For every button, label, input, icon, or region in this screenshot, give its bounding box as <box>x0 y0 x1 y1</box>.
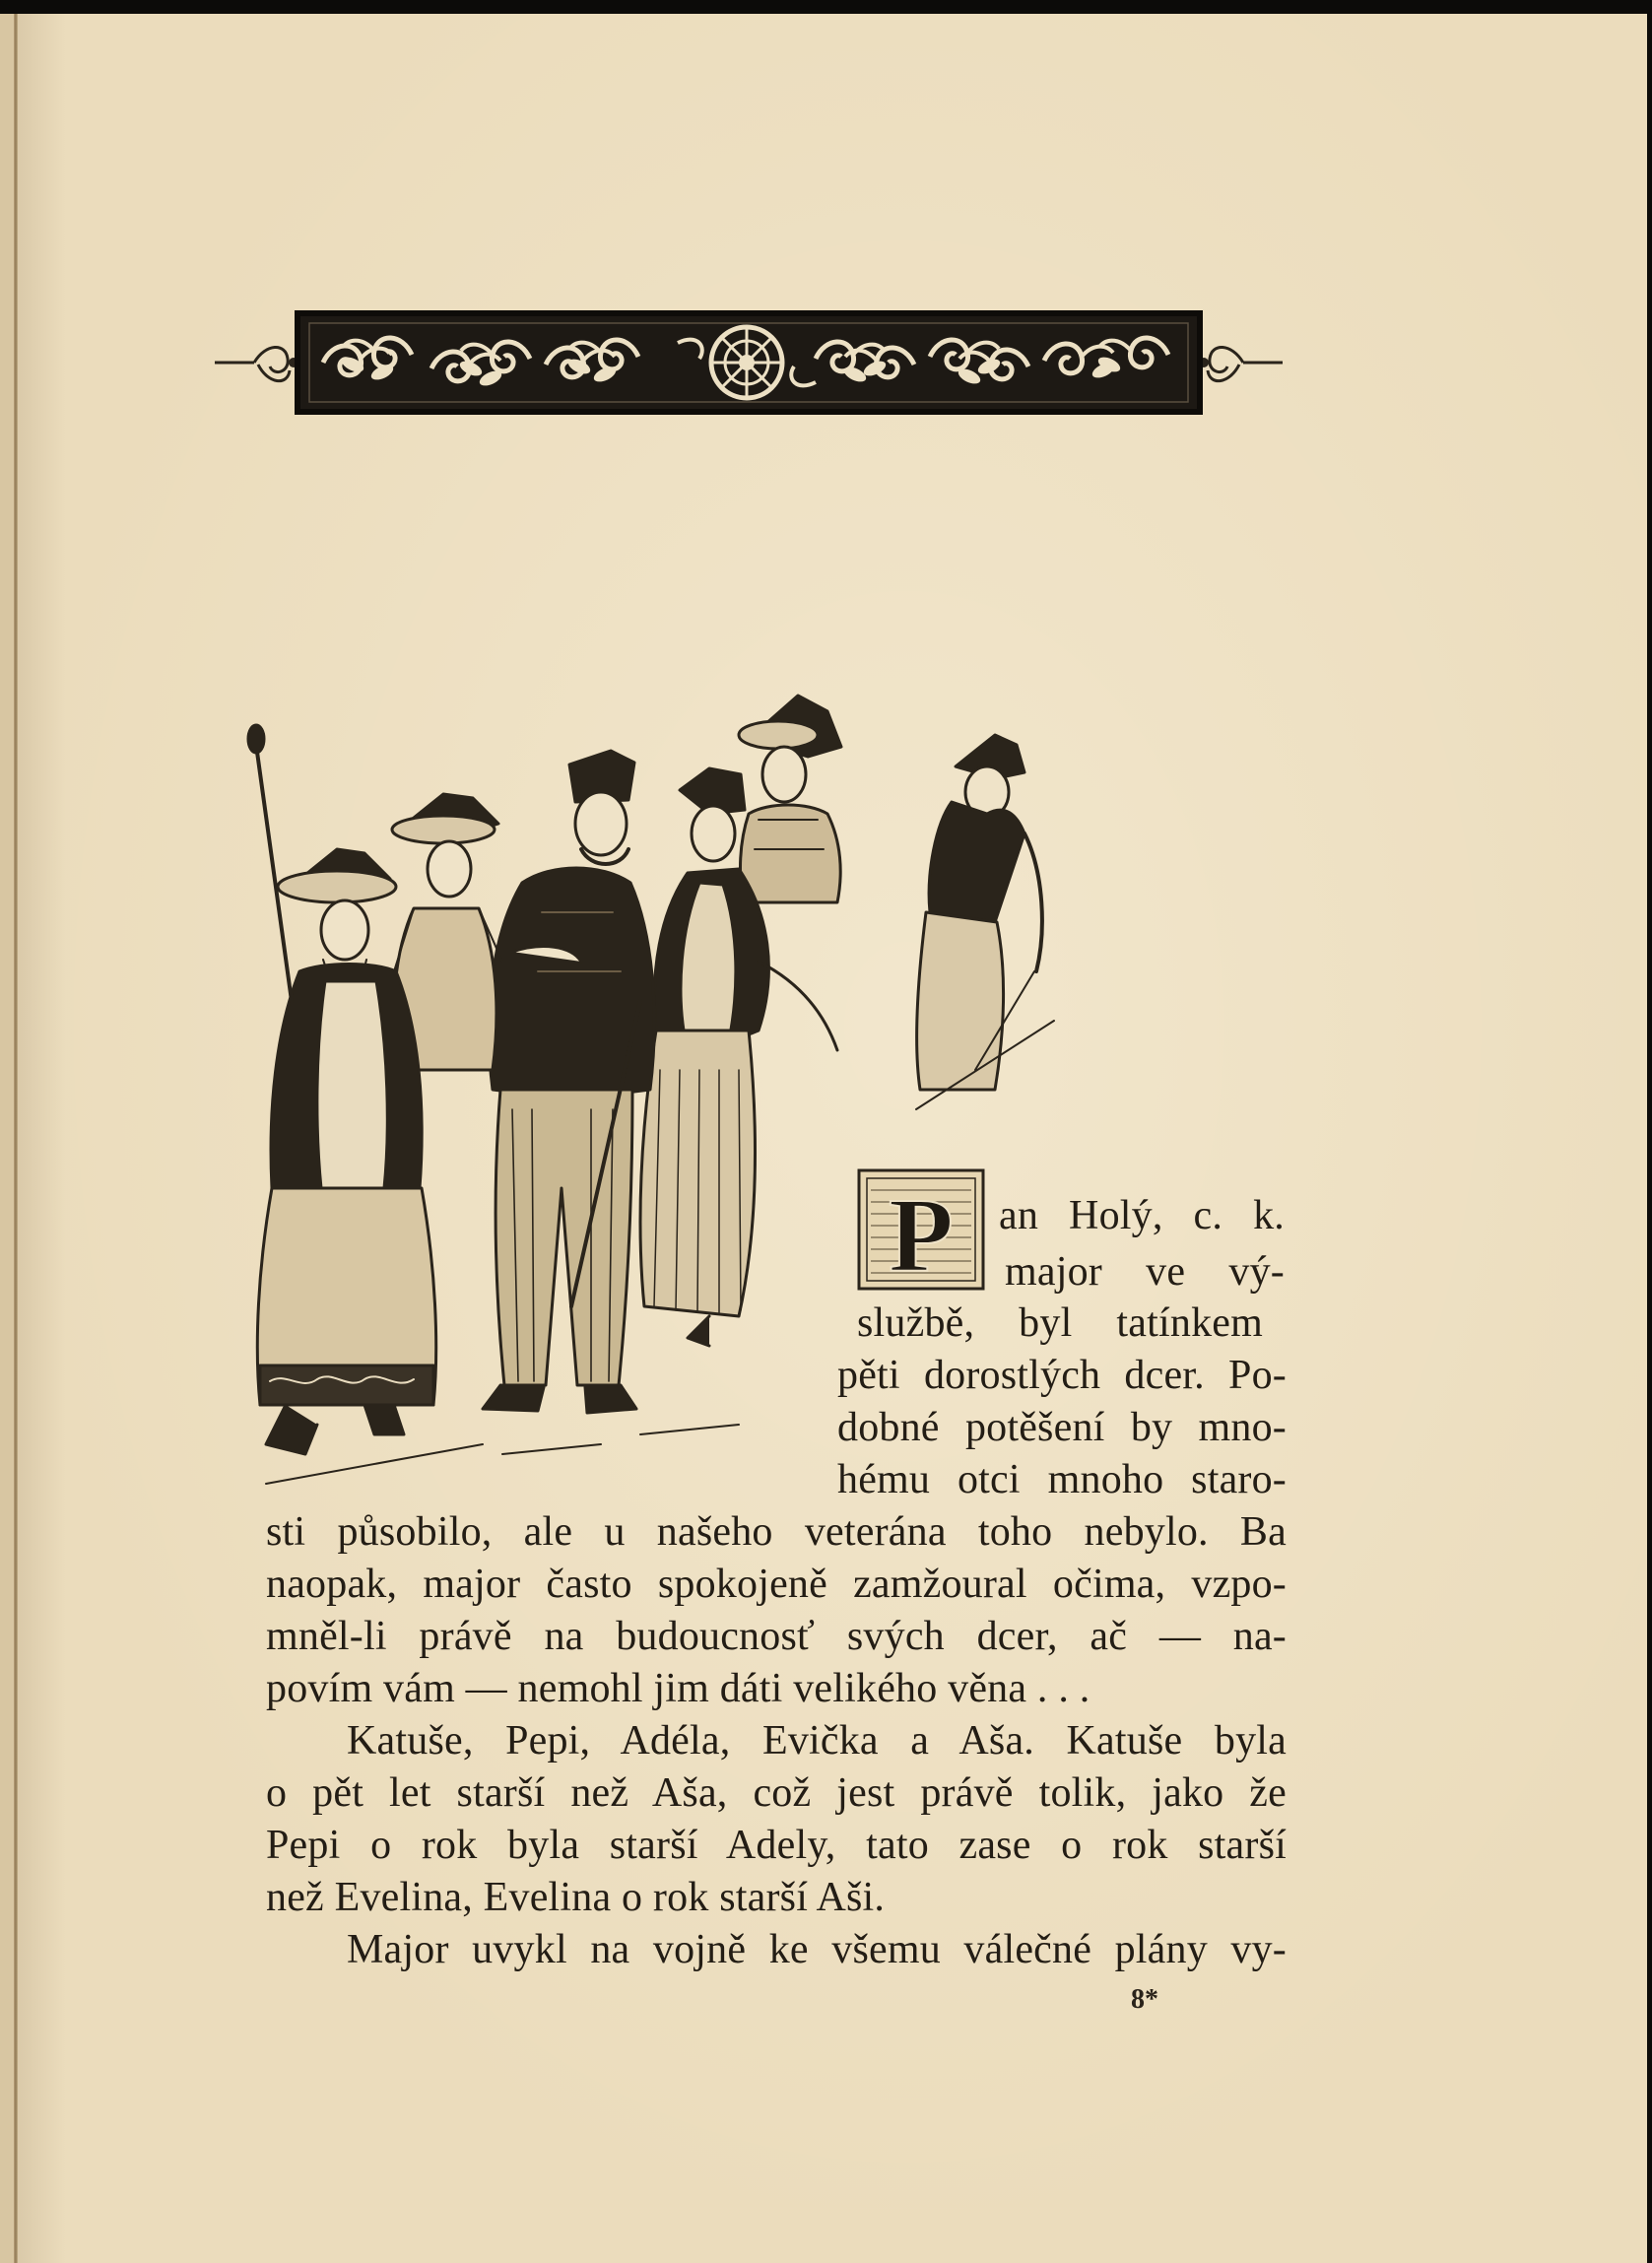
figure-daughter-back <box>739 696 841 902</box>
ornamental-header-band <box>215 303 1283 441</box>
page-edge <box>0 14 14 2263</box>
decorated-initial-letter <box>857 1168 985 1291</box>
text-line: službě, byl tatínkem <box>857 1300 1263 1346</box>
text-line: než Evelina, Evelina o rok starší Aši. <box>266 1875 886 1920</box>
text-line: povím vám — nemohl jim dáti velikého věna . . . <box>266 1666 1090 1711</box>
text-line: Katuše, Pepi, Adéla, Evička a Aša. Katuše byla <box>347 1718 1287 1764</box>
text-line: sti působilo, ale u našeho veterána toho nebylo. Ba <box>266 1509 1287 1555</box>
figure-major <box>483 751 654 1413</box>
text-line: Major uvykl na vojně ke všemu válečné plány vy- <box>347 1927 1287 1972</box>
text-line: dobné potěšení by mno- <box>837 1405 1287 1450</box>
signature-mark: 8* <box>1131 1984 1158 2015</box>
text-line: o pět let starší než Aša, což jest právě tolik, jako že <box>266 1770 1287 1816</box>
text-line: pěti dorostlých dcer. Po- <box>837 1353 1287 1398</box>
text-line: an Holý, c. k. <box>999 1193 1285 1238</box>
text-line: naopak, major často spokojeně zamžoural očima, vzpo- <box>266 1562 1287 1607</box>
text-line: major ve vý- <box>1005 1249 1285 1295</box>
binding-gutter <box>14 14 18 2263</box>
initial-letter: P <box>889 1177 954 1291</box>
text-line: hému otci mnoho staro- <box>837 1457 1287 1502</box>
book-page <box>0 14 1647 2263</box>
figure-daughter-right <box>916 735 1054 1109</box>
text-line: Pepi o rok byla starší Adely, tato zase o rok starší <box>266 1823 1287 1868</box>
text-line: mněl-li právě na budoucnosť svých dcer, ač — na- <box>266 1614 1287 1659</box>
